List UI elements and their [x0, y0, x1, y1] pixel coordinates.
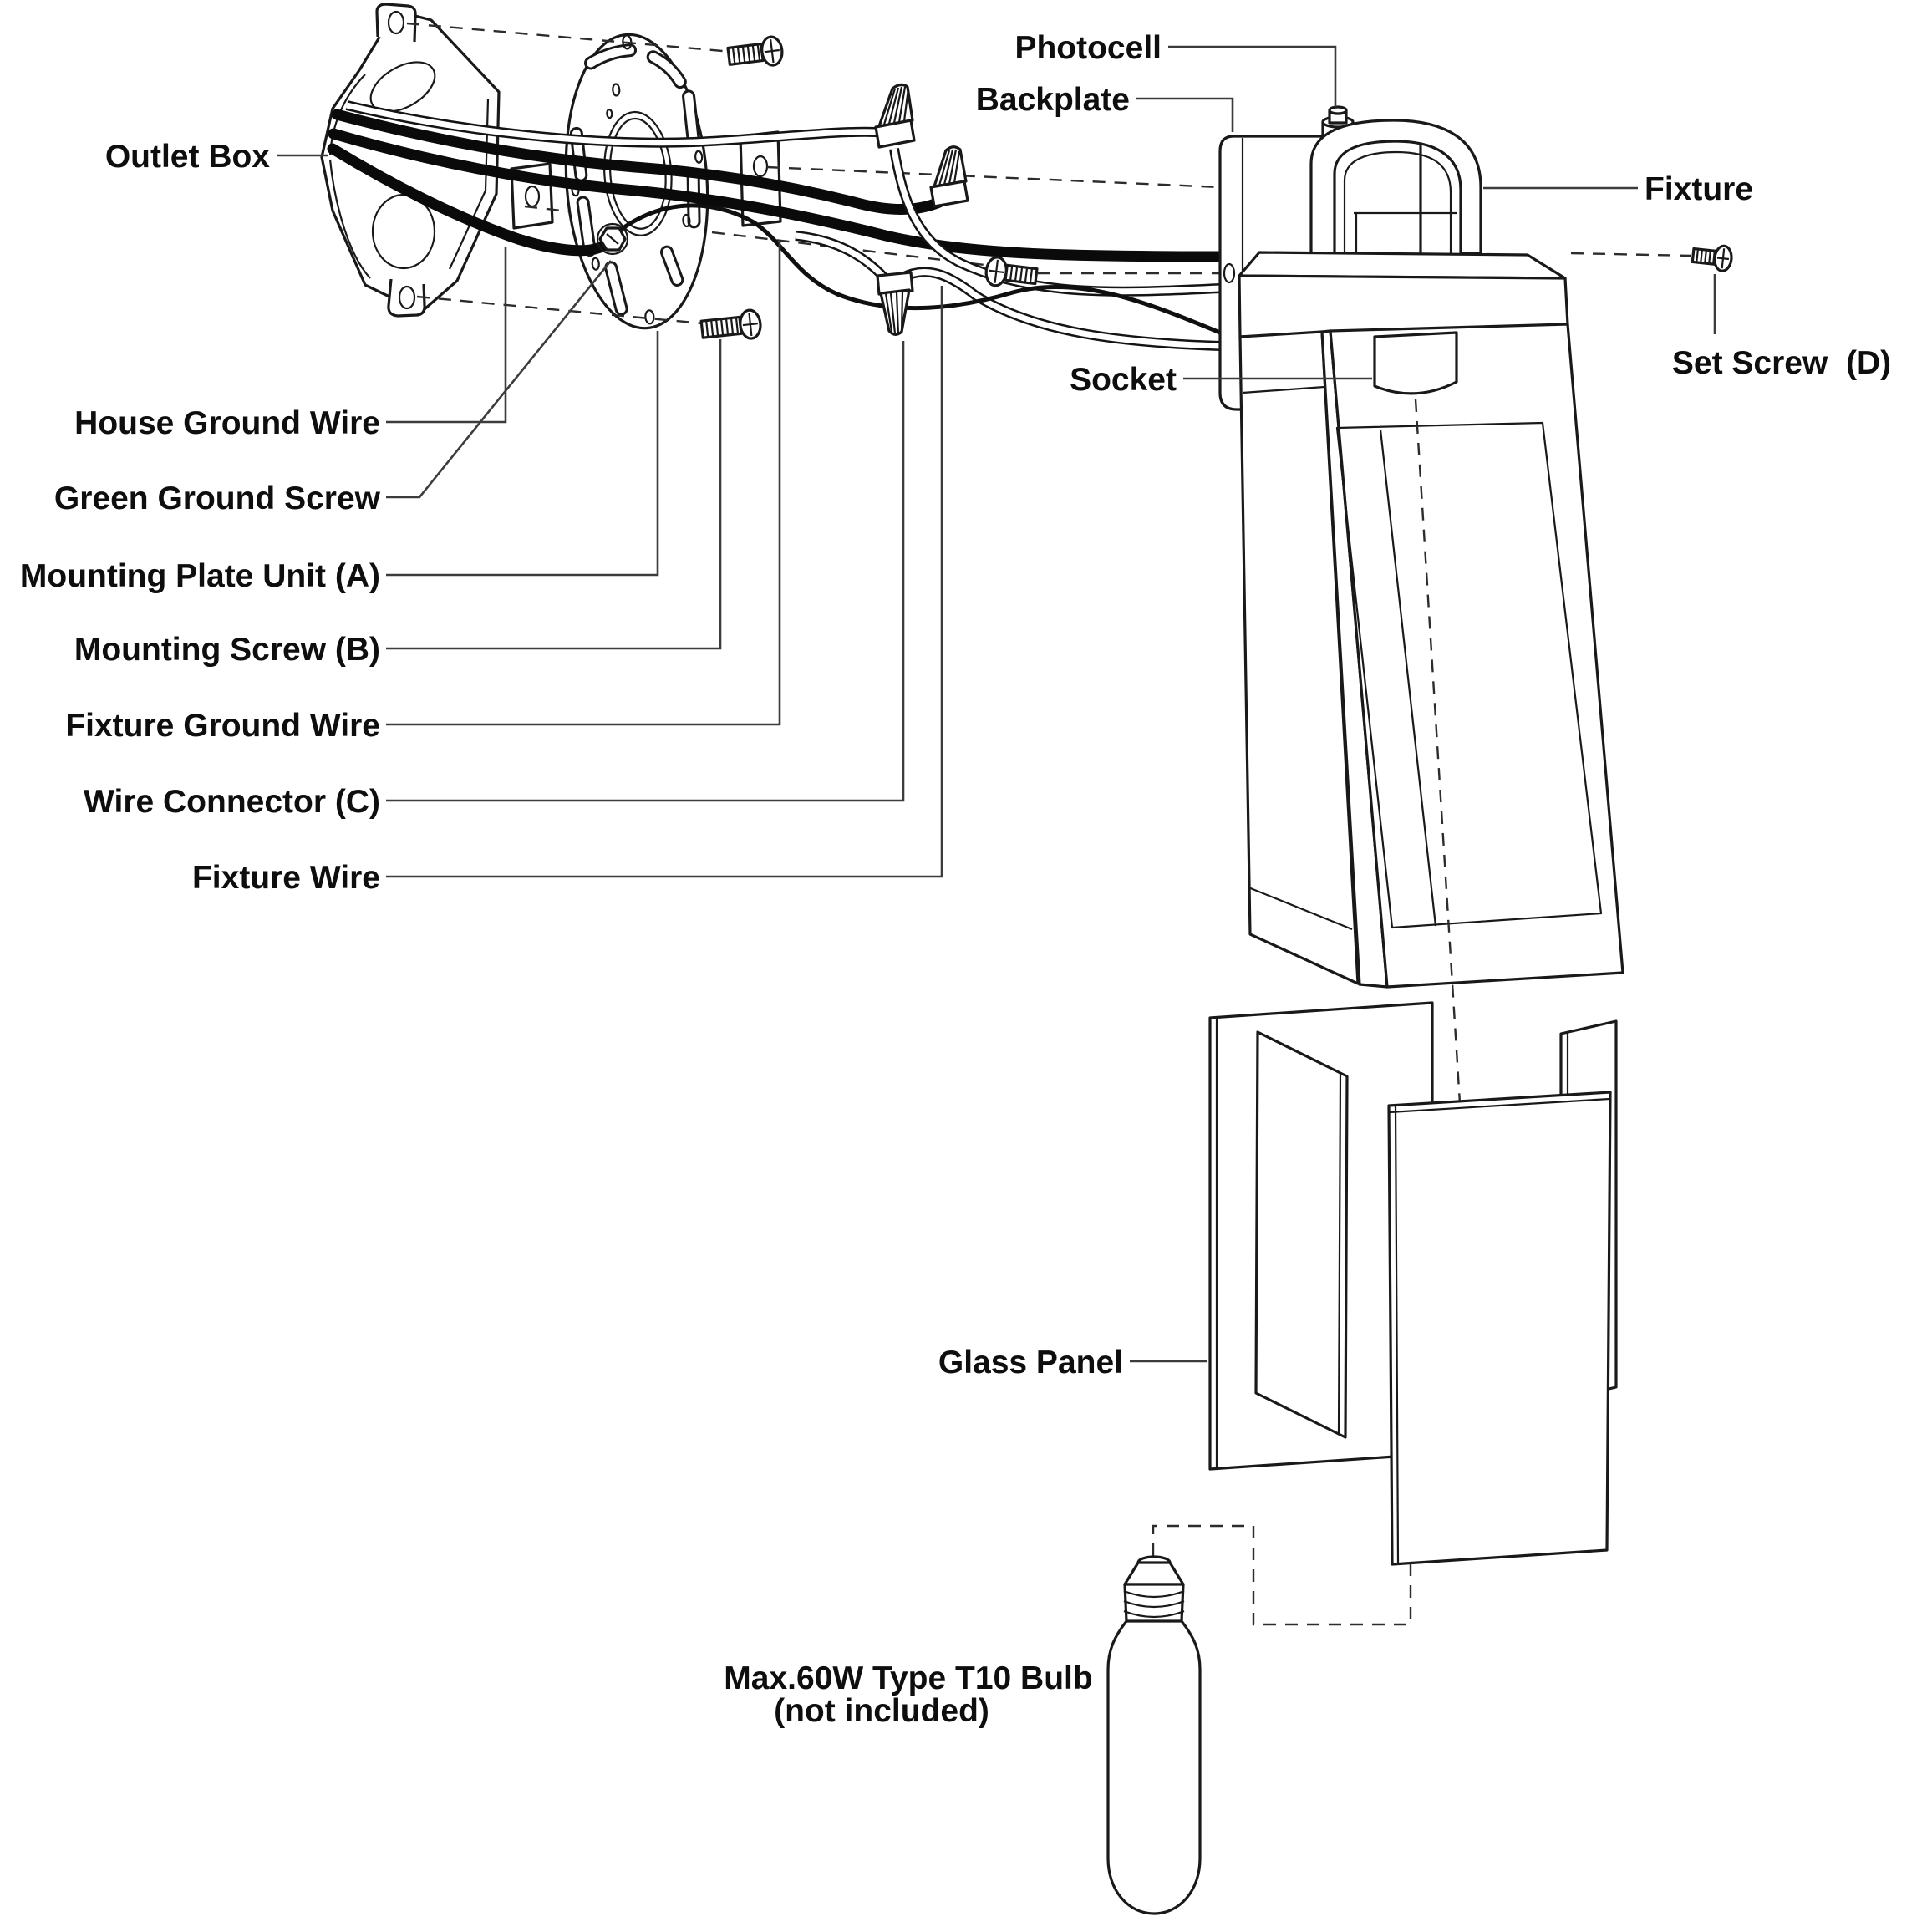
wire-connector-b	[931, 147, 968, 206]
label-mounting-screw: Mounting Screw (B)	[74, 632, 380, 668]
label-set-screw: Set Screw (D)	[1671, 345, 1892, 381]
label-green-ground-screw: Green Ground Screw	[53, 480, 380, 516]
green-ground-screw	[597, 224, 628, 254]
glass-panel-front	[1389, 1092, 1610, 1564]
label-backplate: Backplate	[975, 82, 1130, 118]
label-house-ground-wire: House Ground Wire	[74, 405, 380, 441]
mounting-screw-top	[727, 36, 784, 71]
label-fixture: Fixture	[1645, 171, 1754, 207]
label-glass-panel: Glass Panel	[938, 1345, 1123, 1380]
mounting-screw-bottom	[700, 309, 761, 343]
label-fixture-wire: Fixture Wire	[191, 860, 380, 896]
bulb	[1108, 1557, 1200, 1914]
label-mounting-plate-unit: Mounting Plate Unit (A)	[19, 558, 380, 594]
label-socket: Socket	[1070, 362, 1177, 398]
glass-panel-left	[1256, 1032, 1347, 1437]
label-photocell: Photocell	[1014, 30, 1162, 66]
label-wire-connector: Wire Connector (C)	[84, 784, 380, 820]
wire-connector-a	[876, 84, 914, 147]
label-bulb-line1: Max.60W Type T10 Bulb	[724, 1660, 1093, 1696]
glass-panels	[1210, 1003, 1616, 1564]
socket	[1375, 333, 1457, 394]
label-outlet-box: Outlet Box	[104, 139, 270, 175]
label-fixture-ground-wire: Fixture Ground Wire	[65, 708, 380, 744]
bulb-guide	[1153, 1526, 1411, 1624]
wire-connector-c	[877, 272, 913, 334]
set-screw	[1692, 243, 1733, 272]
label-bulb-line2: (not included)	[774, 1693, 989, 1729]
